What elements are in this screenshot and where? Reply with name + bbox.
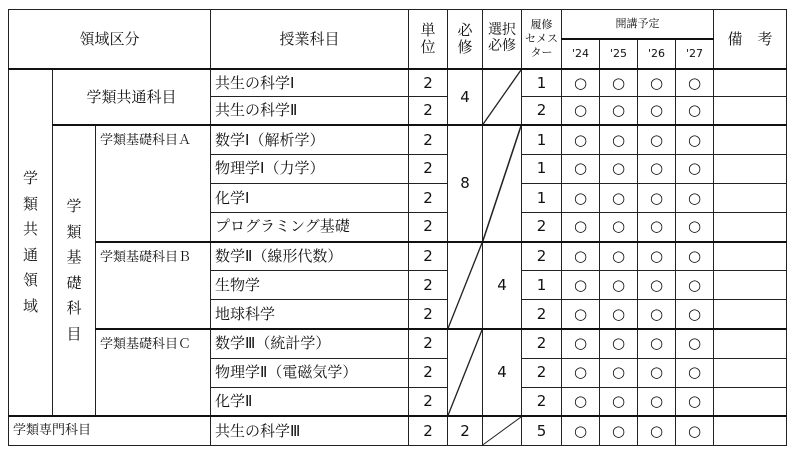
remarks-cell [714, 416, 787, 445]
group-basic-b: 学類基礎科目Ｂ [96, 242, 211, 329]
semester-value: 1 [522, 125, 562, 154]
elective-empty-common [483, 69, 522, 125]
header-semester: 履修 セメス ター [522, 10, 562, 69]
offer-mark: ○ [676, 358, 714, 387]
offer-mark: ○ [600, 183, 638, 212]
offer-mark: ○ [562, 154, 600, 183]
required-special: 2 [448, 416, 483, 445]
remarks-cell [714, 97, 787, 125]
offer-mark: ○ [600, 329, 638, 358]
offer-mark: ○ [600, 271, 638, 300]
semester-value: 1 [522, 69, 562, 97]
semester-value: 2 [522, 300, 562, 329]
units-value: 2 [409, 97, 448, 125]
remarks-cell [714, 69, 787, 97]
offer-mark: ○ [638, 183, 676, 212]
units-value: 2 [409, 69, 448, 97]
offer-mark: ○ [638, 416, 676, 445]
units-value: 2 [409, 183, 448, 212]
offer-mark: ○ [638, 358, 676, 387]
semester-value: 1 [522, 271, 562, 300]
header-remarks: 備 考 [714, 10, 787, 69]
offer-mark: ○ [676, 183, 714, 212]
offer-mark: ○ [600, 97, 638, 125]
offer-mark: ○ [562, 69, 600, 97]
offer-mark: ○ [676, 125, 714, 154]
group-basic-a: 学類基礎科目Ａ [96, 125, 211, 242]
units-value: 2 [409, 212, 448, 241]
offer-mark: ○ [638, 69, 676, 97]
remarks-cell [714, 212, 787, 241]
offer-mark: ○ [676, 97, 714, 125]
offer-mark: ○ [638, 300, 676, 329]
elective-empty-basic-a [483, 125, 522, 242]
semester-value: 2 [522, 387, 562, 416]
offer-mark: ○ [600, 300, 638, 329]
course-name: 地球科学 [211, 300, 409, 329]
offer-mark: ○ [600, 69, 638, 97]
semester-value: 1 [522, 183, 562, 212]
offer-mark: ○ [562, 242, 600, 271]
semester-value: 2 [522, 329, 562, 358]
header-elective: 選択 必修 [483, 10, 522, 69]
semester-value: 2 [522, 242, 562, 271]
course-name: プログラミング基礎 [211, 212, 409, 241]
offer-mark: ○ [638, 387, 676, 416]
semester-value: 2 [522, 212, 562, 241]
course-name: 数学Ⅰ（解析学） [211, 125, 409, 154]
course-name: 数学Ⅱ（線形代数） [211, 242, 409, 271]
required-common: 4 [448, 69, 483, 125]
offer-mark: ○ [676, 69, 714, 97]
curriculum-table [8, 9, 787, 446]
domain-label: 学 類 共 通 領 域 [9, 69, 53, 417]
remarks-cell [714, 242, 787, 271]
course-name: 共生の科学Ⅲ [211, 416, 409, 445]
offer-mark: ○ [600, 242, 638, 271]
units-value: 2 [409, 125, 448, 154]
offer-mark: ○ [600, 212, 638, 241]
offer-mark: ○ [600, 154, 638, 183]
offer-mark: ○ [676, 154, 714, 183]
year-2024: '24 [562, 39, 600, 69]
required-basic-a: 8 [448, 125, 483, 242]
remarks-cell [714, 125, 787, 154]
offer-mark: ○ [676, 242, 714, 271]
offer-mark: ○ [562, 416, 600, 445]
offer-mark: ○ [562, 212, 600, 241]
year-2026: '26 [638, 39, 676, 69]
offer-mark: ○ [638, 212, 676, 241]
course-name: 共生の科学Ⅱ [211, 97, 409, 125]
elective-basic-b: 4 [483, 242, 522, 329]
header-course: 授業科目 [211, 10, 409, 69]
offer-mark: ○ [562, 387, 600, 416]
required-empty-basic-c [448, 329, 483, 416]
group-special: 学類専門科目 [9, 416, 211, 445]
header-units: 単 位 [409, 10, 448, 69]
offer-mark: ○ [562, 358, 600, 387]
required-empty-basic-b [448, 242, 483, 329]
header-schedule: 開講予定 [562, 10, 714, 39]
offer-mark: ○ [638, 242, 676, 271]
remarks-cell [714, 154, 787, 183]
units-value: 2 [409, 242, 448, 271]
remarks-cell [714, 300, 787, 329]
offer-mark: ○ [638, 329, 676, 358]
remarks-cell [714, 329, 787, 358]
offer-mark: ○ [600, 416, 638, 445]
offer-mark: ○ [562, 183, 600, 212]
course-name: 化学Ⅰ [211, 183, 409, 212]
units-value: 2 [409, 387, 448, 416]
offer-mark: ○ [676, 271, 714, 300]
units-value: 2 [409, 300, 448, 329]
offer-mark: ○ [676, 329, 714, 358]
course-name: 生物学 [211, 271, 409, 300]
offer-mark: ○ [676, 212, 714, 241]
units-value: 2 [409, 154, 448, 183]
header-domain: 領域区分 [9, 10, 211, 69]
basic-label: 学 類 基 礎 科 目 [53, 125, 96, 416]
offer-mark: ○ [562, 97, 600, 125]
offer-mark: ○ [600, 125, 638, 154]
course-name: 共生の科学Ⅰ [211, 69, 409, 97]
units-value: 2 [409, 329, 448, 358]
course-name: 物理学Ⅱ（電磁気学） [211, 358, 409, 387]
elective-empty-special [483, 416, 522, 445]
group-basic-c: 学類基礎科目Ｃ [96, 329, 211, 416]
year-2027: '27 [676, 39, 714, 69]
course-name: 数学Ⅲ（統計学） [211, 329, 409, 358]
offer-mark: ○ [638, 271, 676, 300]
semester-value: 1 [522, 154, 562, 183]
units-value: 2 [409, 416, 448, 445]
offer-mark: ○ [562, 300, 600, 329]
group-common: 学類共通科目 [53, 69, 211, 125]
offer-mark: ○ [600, 387, 638, 416]
offer-mark: ○ [600, 358, 638, 387]
offer-mark: ○ [638, 154, 676, 183]
remarks-cell [714, 271, 787, 300]
offer-mark: ○ [562, 125, 600, 154]
semester-value: 2 [522, 97, 562, 125]
remarks-cell [714, 358, 787, 387]
semester-value: 5 [522, 416, 562, 445]
offer-mark: ○ [638, 125, 676, 154]
offer-mark: ○ [676, 416, 714, 445]
remarks-cell [714, 387, 787, 416]
units-value: 2 [409, 271, 448, 300]
remarks-cell [714, 183, 787, 212]
header-required: 必 修 [448, 10, 483, 69]
units-value: 2 [409, 358, 448, 387]
semester-value: 2 [522, 358, 562, 387]
offer-mark: ○ [562, 271, 600, 300]
course-name: 物理学Ⅰ（力学） [211, 154, 409, 183]
offer-mark: ○ [562, 329, 600, 358]
offer-mark: ○ [676, 387, 714, 416]
year-2025: '25 [600, 39, 638, 69]
offer-mark: ○ [676, 300, 714, 329]
elective-basic-c: 4 [483, 329, 522, 416]
offer-mark: ○ [638, 97, 676, 125]
course-name: 化学Ⅱ [211, 387, 409, 416]
